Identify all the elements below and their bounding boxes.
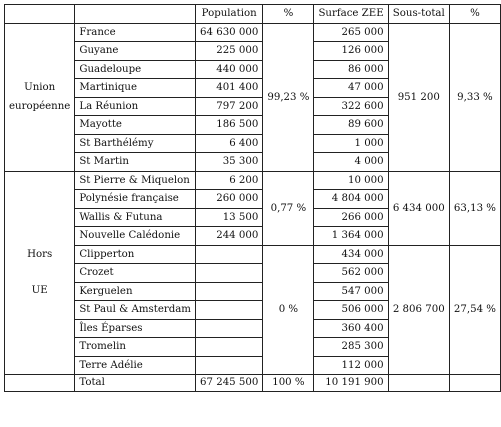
total-population: 67 245 500 xyxy=(195,375,262,392)
territory-name: Polynésie française xyxy=(75,190,196,209)
population-cell: 225 000 xyxy=(195,42,262,61)
header-population: Population xyxy=(195,5,262,24)
population-cell: 35 300 xyxy=(195,153,262,172)
header-zee: Surface ZEE xyxy=(314,5,388,24)
header-pct1: % xyxy=(263,5,314,24)
total-row xyxy=(5,375,501,392)
group-label-line: européenne xyxy=(9,101,71,112)
ultramarine-territories-table xyxy=(4,4,501,392)
population-cell: 6 200 xyxy=(195,171,262,190)
territory-name: Nouvelle Calédonie xyxy=(75,227,196,246)
group-pct-hors-a: 0,77 % xyxy=(263,171,314,245)
group-pct-ue: 99,23 % xyxy=(263,23,314,171)
total-empty-cell xyxy=(5,375,75,392)
territory-name: France xyxy=(75,23,196,42)
territory-name: Wallis & Futuna xyxy=(75,208,196,227)
zee-cell: 4 000 xyxy=(314,153,388,172)
group-label-line: Hors xyxy=(27,249,53,261)
total-pct: 100 % xyxy=(263,375,314,392)
population-cell: 64 630 000 xyxy=(195,23,262,42)
zee-cell: 1 364 000 xyxy=(314,227,388,246)
population-cell xyxy=(195,301,262,320)
territory-name: Kerguelen xyxy=(75,282,196,301)
group-pct2-hors-b: 27,54 % xyxy=(449,245,500,375)
zee-cell: 547 000 xyxy=(314,282,388,301)
group-label-ue xyxy=(5,23,75,171)
territory-name: Guadeloupe xyxy=(75,60,196,79)
population-cell: 6 400 xyxy=(195,134,262,153)
territory-name: Tromelin xyxy=(75,338,196,357)
zee-cell: 265 000 xyxy=(314,23,388,42)
population-cell: 244 000 xyxy=(195,227,262,246)
territory-name: St Martin xyxy=(75,153,196,172)
territory-name: Terre Adélie xyxy=(75,356,196,375)
population-cell: 797 200 xyxy=(195,97,262,116)
zee-cell: 4 804 000 xyxy=(314,190,388,209)
group-label-hors-ue xyxy=(5,171,75,375)
zee-cell: 112 000 xyxy=(314,356,388,375)
territory-name: Clipperton xyxy=(75,245,196,264)
population-cell: 401 400 xyxy=(195,79,262,98)
territory-name: St Pierre & Miquelon xyxy=(75,171,196,190)
zee-cell: 89 600 xyxy=(314,116,388,135)
territory-name: Martinique xyxy=(75,79,196,98)
zee-cell: 10 000 xyxy=(314,171,388,190)
population-cell xyxy=(195,245,262,264)
group-subtotal-ue: 951 200 xyxy=(388,23,449,171)
population-cell xyxy=(195,264,262,283)
total-empty-subtotal xyxy=(388,375,449,392)
group-pct2-hors-a: 63,13 % xyxy=(449,171,500,245)
territory-name: Mayotte xyxy=(75,116,196,135)
zee-cell: 506 000 xyxy=(314,301,388,320)
population-cell: 13 500 xyxy=(195,208,262,227)
group-label-spacer xyxy=(9,264,70,281)
group-label-line: UE xyxy=(31,285,48,297)
population-cell: 260 000 xyxy=(195,190,262,209)
population-cell: 440 000 xyxy=(195,60,262,79)
total-empty-pct2 xyxy=(449,375,500,392)
table-row xyxy=(5,171,501,190)
zee-cell: 562 000 xyxy=(314,264,388,283)
group-label-line: Union xyxy=(24,82,56,93)
table-container xyxy=(4,4,501,392)
header-subtotal: Sous-total xyxy=(388,5,449,24)
table-row xyxy=(5,245,501,264)
zee-cell: 86 000 xyxy=(314,60,388,79)
zee-cell: 47 000 xyxy=(314,79,388,98)
header-empty-group xyxy=(5,5,75,24)
population-cell xyxy=(195,356,262,375)
group-pct2-ue: 9,33 % xyxy=(449,23,500,171)
zee-cell: 266 000 xyxy=(314,208,388,227)
zee-cell: 322 600 xyxy=(314,97,388,116)
header-pct2: % xyxy=(449,5,500,24)
group-subtotal-hors-a: 6 434 000 xyxy=(388,171,449,245)
zee-cell: 126 000 xyxy=(314,42,388,61)
territory-name: St Barthélémy xyxy=(75,134,196,153)
total-zee: 10 191 900 xyxy=(314,375,388,392)
group-subtotal-hors-b: 2 806 700 xyxy=(388,245,449,375)
zee-cell: 1 000 xyxy=(314,134,388,153)
table-row xyxy=(5,23,501,42)
population-cell xyxy=(195,319,262,338)
population-cell xyxy=(195,282,262,301)
territory-name: Guyane xyxy=(75,42,196,61)
total-label: Total xyxy=(75,375,196,392)
header-empty-name xyxy=(75,5,196,24)
territory-name: Crozet xyxy=(75,264,196,283)
population-cell xyxy=(195,338,262,357)
zee-cell: 360 400 xyxy=(314,319,388,338)
header-row xyxy=(5,5,501,24)
group-pct-hors-b: 0 % xyxy=(263,245,314,375)
territory-name: La Réunion xyxy=(75,97,196,116)
zee-cell: 434 000 xyxy=(314,245,388,264)
territory-name: St Paul & Amsterdam xyxy=(75,301,196,320)
territory-name: Îles Éparses xyxy=(75,319,196,338)
zee-cell: 285 300 xyxy=(314,338,388,357)
population-cell: 186 500 xyxy=(195,116,262,135)
